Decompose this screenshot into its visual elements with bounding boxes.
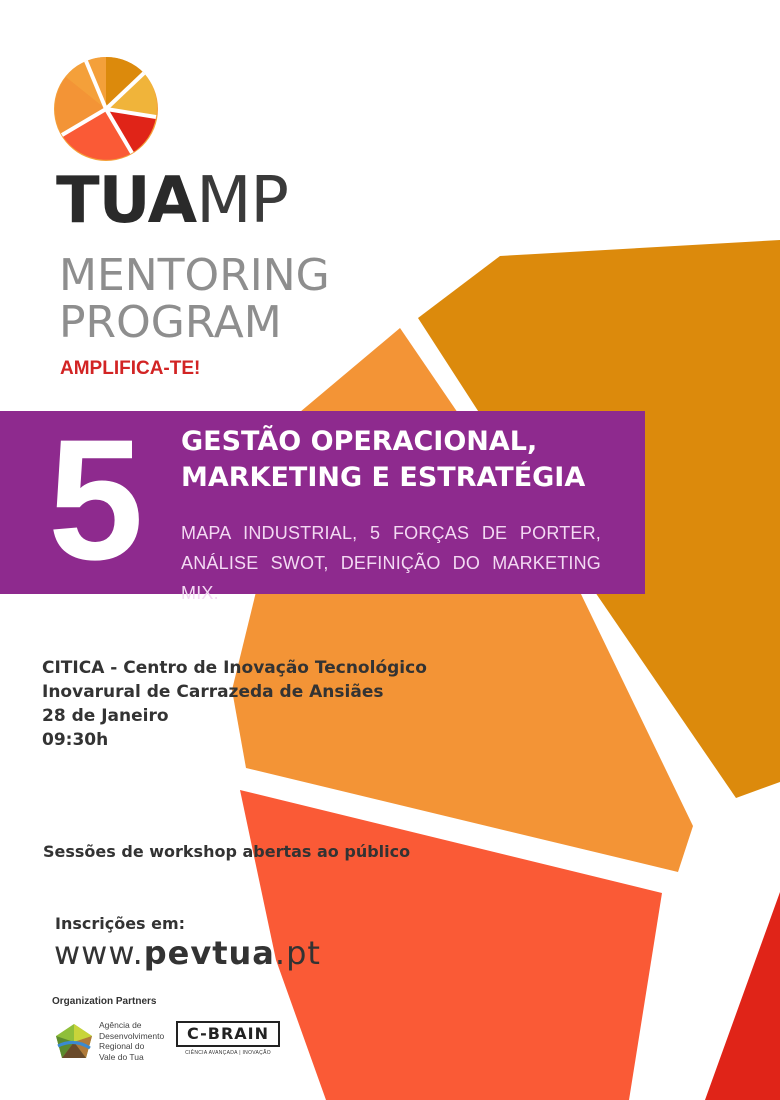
registration-label: Inscrições em: <box>55 914 186 933</box>
session-subtitle: MAPA INDUSTRIAL, 5 FORÇAS DE PORTER, ANÁLISE SWOT, DEFINIÇÃO DO MARKETING MIX. <box>181 523 601 603</box>
cbrain-tagline: CIÊNCIA AVANÇADA | INOVAÇÃO <box>185 1050 271 1056</box>
venue-info <box>42 656 427 752</box>
program-name <box>59 252 330 346</box>
partner-cbrain <box>176 1021 280 1061</box>
session-number: 5 <box>48 404 144 596</box>
venue-line-1: CITICA - Centro de Inovação Tecnológico <box>42 658 427 678</box>
partners-label: Organization Partners <box>52 996 157 1007</box>
tagline: AMPLIFICA-TE! <box>60 358 201 379</box>
avdt-logo-icon <box>54 1022 94 1060</box>
logo-title <box>56 164 288 238</box>
session-title-line-1: GESTÃO OPERACIONAL, <box>181 426 538 457</box>
open-session-note: Sessões de workshop abertas ao público <box>43 842 411 861</box>
event-date: 28 de Janeiro <box>42 706 169 726</box>
program-line-1: MENTORING <box>59 250 330 301</box>
cbrain-logo: C-BRAIN <box>176 1021 280 1047</box>
session-title <box>181 424 621 496</box>
event-time: 09:30h <box>42 730 109 750</box>
venue-line-2: Inovarural de Carrazeda de Ansiães <box>42 682 384 702</box>
url-prefix: www. <box>54 934 144 972</box>
url-suffix: .pt <box>274 934 321 972</box>
registration-url[interactable] <box>54 934 321 972</box>
tuamp-pie-logo-icon <box>52 55 160 163</box>
avdt-name: Agência de Desenvolvimento Regional do Vale do Tua <box>99 1020 165 1062</box>
program-line-2: PROGRAM <box>59 297 282 348</box>
logo-title-bold: TUA <box>56 164 197 238</box>
partner-avdt <box>54 1020 164 1062</box>
logo-title-light: MP <box>196 164 288 238</box>
url-bold: pevtua <box>143 934 275 972</box>
session-title-line-2: MARKETING E ESTRATÉGIA <box>181 462 586 493</box>
pie-segment-red <box>705 892 780 1100</box>
